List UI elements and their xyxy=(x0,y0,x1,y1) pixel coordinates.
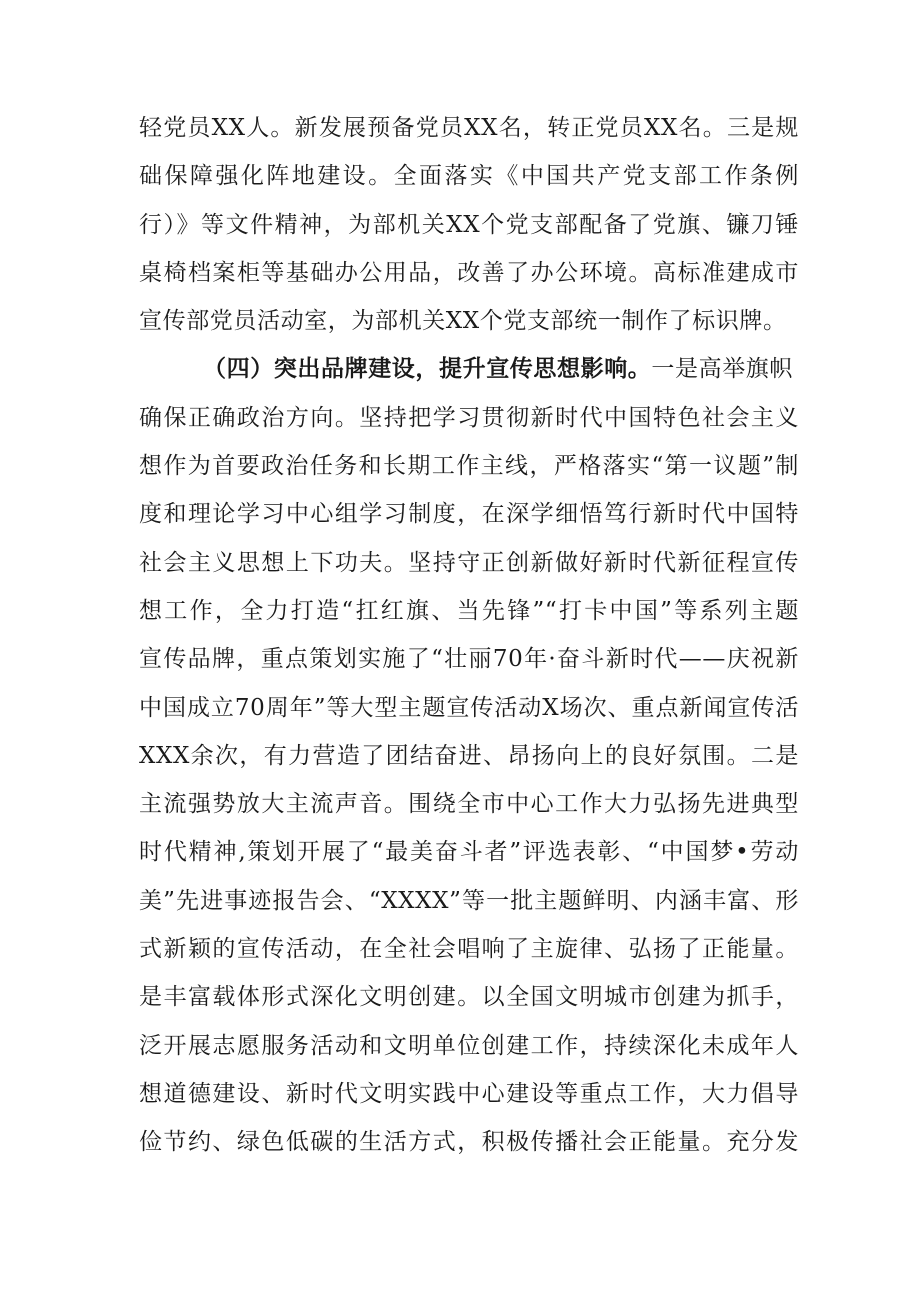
text-line: 时代精神,策划开展了“最美奋斗者”评选表彰、“中国梦•劳动 xyxy=(139,839,799,866)
text-line: 宣传品牌，重点策划实施了“壮丽70年·奋斗新时代——庆祝新 xyxy=(139,646,799,673)
text-line: 式新颖的宣传活动，在全社会唱响了主旋律、弘扬了正能量。 xyxy=(139,936,799,963)
text-line: 想工作，全力打造“扛红旗、当先锋”“打卡中国”等系列主题 xyxy=(139,597,799,624)
text-line: 中国成立70周年”等大型主题宣传活动X场次、重点新闻宣传活 xyxy=(139,694,799,721)
text-line: 是丰富载体形式深化文明创建。以全国文明城市创建为抓手， xyxy=(139,984,799,1011)
text-line-rest: 一是高举旗帜 xyxy=(651,356,794,383)
text-line: 社会主义思想上下功夫。坚持守正创新做好新时代新征程宣传 xyxy=(139,549,799,576)
text-line: 泛开展志愿服务活动和文明单位创建工作，持续深化未成年人 xyxy=(139,1032,799,1059)
text-line: 想作为首要政治任务和长期工作主线，严格落实“第一议题”制 xyxy=(139,453,799,480)
section-heading-line xyxy=(139,345,799,393)
section-heading: （四）突出品牌建设，提升宣传思想影响。 xyxy=(203,356,652,383)
text-line: 俭节约、绿色低碳的生活方式，积极传播社会正能量。充分发 xyxy=(139,1129,799,1156)
text-line: 桌椅档案柜等基础办公用品，改善了办公环境。高标准建成市 xyxy=(139,259,799,286)
text-line: 础保障强化阵地建设。全面落实《中国共产党支部工作条例 xyxy=(139,163,799,190)
text-line: 宣传部党员活动室，为部机关XX个党支部统一制作了标识牌。 xyxy=(139,308,787,335)
text-line: 确保正确政治方向。坚持把学习贯彻新时代中国特色社会主义 xyxy=(139,404,799,431)
text-line: XXX余次，有力营造了团结奋进、昂扬向上的良好氛围。二是 xyxy=(139,742,799,769)
text-line: 轻党员XX人。新发展预备党员XX名，转正党员XX名。三是规 xyxy=(139,115,799,141)
text-line: 度和理论学习中心组学习制度，在深学细悟笃行新时代中国特 xyxy=(139,501,799,528)
text-line: 美”先进事迹报告会、“XXXX”等一批主题鲜明、内涵丰富、形 xyxy=(139,887,799,914)
text-line: 主流强势放大主流声音。围绕全市中心工作大力弘扬先进典型 xyxy=(139,791,799,818)
text-line: 想道德建设、新时代文明实践中心建设等重点工作，大力倡导 xyxy=(139,1080,799,1107)
text-line: 行）》等文件精神，为部机关XX个党支部配备了党旗、镰刀锤 xyxy=(139,211,799,238)
body-text xyxy=(139,104,799,1167)
